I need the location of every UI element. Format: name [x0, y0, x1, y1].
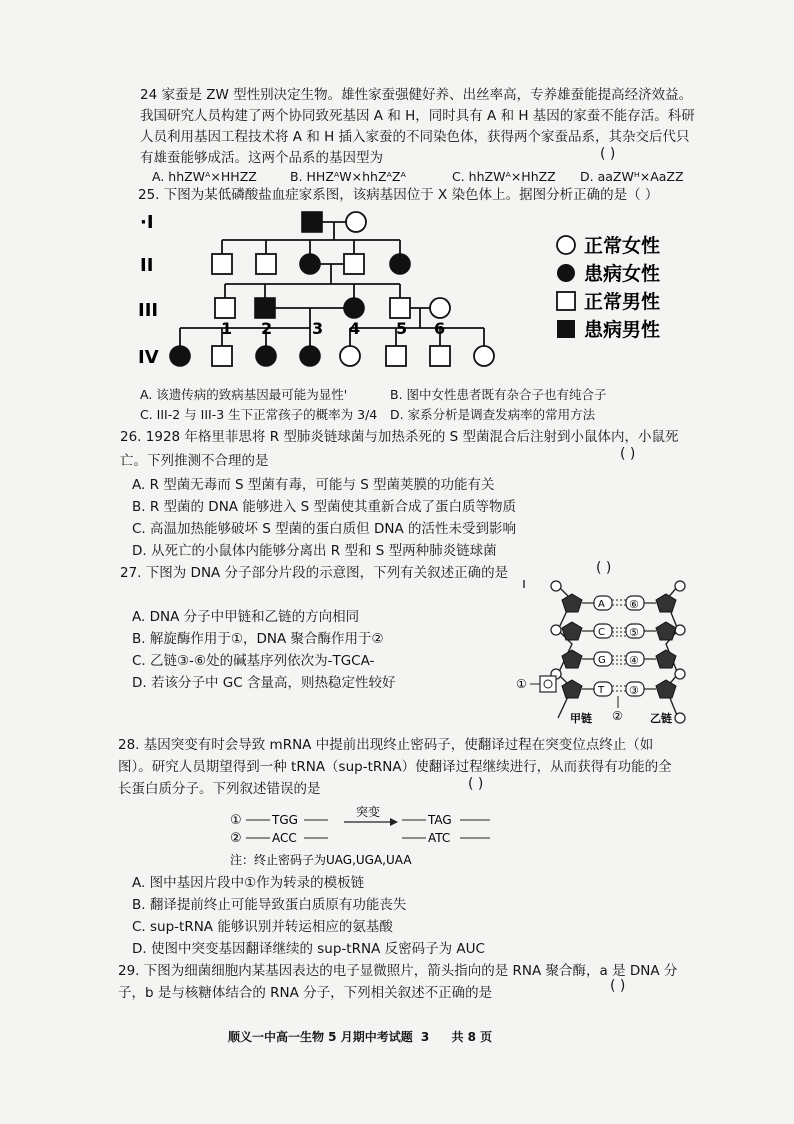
- member-number: 1: [221, 319, 233, 338]
- generation-label: ·I: [140, 212, 154, 233]
- q25-stem: 25. 下图为某低磷酸盐血症家系图，该病基因位于 X 染色体上。据图分析正确的是（ ）: [138, 187, 659, 203]
- footer-title: 顺义一中高一生物 5 月期中考试题: [228, 1030, 413, 1044]
- q28-line-2: 图）。研究人员期望得到一种 tRNA（sup-tRNA）使翻译过程继续进行，从而获得有功能的全: [118, 759, 672, 775]
- q24-line-3: 人员利用基因工程技术将 A 和 H 插入家蚕的不同染色体，获得两个家蚕品系，其杂交后代只: [140, 129, 690, 145]
- legend-affected-female-icon: [557, 264, 575, 282]
- q26-stem-1: 26. 1928 年格里菲思将 R 型肺炎链球菌与加热杀死的 S 型菌混合后注射到小鼠体内，小鼠死: [120, 429, 679, 445]
- legend-affected-male-icon: [557, 320, 575, 338]
- strand-seq-before-2: ACC: [272, 831, 297, 845]
- dna-base-label: C: [598, 627, 605, 638]
- q25-option-d: D. 家系分析是调查发病率的常用方法: [390, 407, 596, 422]
- footer-total-pages: 共 8 页: [451, 1030, 493, 1044]
- member-number: 3: [312, 319, 324, 338]
- gen3-2-affected-male: [255, 298, 275, 318]
- legend-label: 患病女性: [584, 263, 661, 285]
- legend-label: 患病男性: [584, 319, 661, 341]
- dna-mark-1: ①: [516, 677, 527, 691]
- dna-position-mark: ⑥: [629, 598, 639, 611]
- page-footer: [228, 1028, 492, 1045]
- q29-answer-paren: ( ): [610, 978, 626, 994]
- q28-line-3: 长蛋白质分子。下列叙述错误的是: [118, 781, 321, 797]
- q28-option-c: C. sup-tRNA 能够识别并转运相应的氨基酸: [132, 919, 393, 935]
- gen4-affected-female: [256, 346, 276, 366]
- q28-option-b: B. 翻译提前终止可能导致蛋白质原有功能丧失: [132, 897, 407, 913]
- q24-option-b: B. HHZᴬW×hhZᴬZᴬ: [290, 169, 406, 184]
- gen3-5-normal-male: [390, 298, 410, 318]
- q26-option-a: A. R 型菌无毒而 S 型菌有毒，可能与 S 型菌荚膜的功能有关: [132, 477, 495, 493]
- dna-base-label: T: [598, 685, 605, 696]
- strand-seq-after-2: ATC: [428, 831, 451, 845]
- strand-label-2: ②: [230, 831, 242, 846]
- member-number: 4: [349, 319, 361, 338]
- gen4-affected-female: [300, 346, 320, 366]
- q27-stem: 27. 下图为 DNA 分子部分片段的示意图，下列有关叙述正确的是: [120, 565, 509, 581]
- q24-line-4: 有雄蚕能够成活。这两个品系的基因型为: [140, 150, 383, 166]
- mutation-arrow-label: 突变: [356, 805, 381, 819]
- q27-option-d: D. 若该分子中 GC 含量高，则热稳定性较好: [132, 675, 396, 691]
- q26-option-b: B. R 型菌的 DNA 能够进入 S 型菌使其重新合成了蛋白质等物质: [132, 499, 516, 515]
- dna-position-mark: ④: [629, 654, 639, 667]
- q26-option-d: D. 从死亡的小鼠体内能够分离出 R 型和 S 型两种肺炎链球菌: [132, 543, 497, 559]
- legend-label: 正常女性: [584, 235, 661, 257]
- generation-label: IV: [138, 347, 159, 368]
- dna-position-mark: ⑤: [629, 626, 639, 639]
- q28-option-a: A. 图中基因片段中①作为转录的模板链: [132, 875, 365, 891]
- gen3-4-affected-female: [344, 298, 364, 318]
- gen4-normal-male: [212, 346, 232, 366]
- dna-base-label: G: [598, 655, 606, 666]
- gen2-normal-male: [256, 254, 276, 274]
- strand-seq-after-1: TAG: [428, 813, 452, 827]
- mutation-arrow-icon: [390, 818, 398, 826]
- gen3-6-normal-female: [430, 298, 450, 318]
- strand-seq-before-1: TGG: [272, 813, 298, 827]
- gen2-normal-male: [344, 254, 364, 274]
- q26-option-c: C. 高温加热能够破坏 S 型菌的蛋白质但 DNA 的活性未受到影响: [132, 521, 516, 537]
- gen2-affected-female: [390, 254, 410, 274]
- q27-option-c: C. 乙链③-⑥处的碱基序列依次为-TGCA-: [132, 653, 375, 669]
- member-number: 6: [434, 319, 446, 338]
- dna-mark-2: ②: [612, 709, 623, 723]
- gen4-normal-male: [386, 346, 406, 366]
- dna-structure-diagram: [500, 578, 720, 728]
- gen1-normal-female: [346, 212, 366, 232]
- strand-label-1: ①: [230, 813, 242, 828]
- gen4-normal-female: [340, 346, 360, 366]
- gen4-normal-female: [474, 346, 494, 366]
- dna-position-mark: ③: [629, 684, 639, 697]
- footer-page-number: 3: [420, 1030, 430, 1044]
- q28-option-d: D. 使图中突变基因翻译继续的 sup-tRNA 反密码子为 AUC: [132, 941, 485, 957]
- member-number: 2: [261, 319, 273, 338]
- q28-line-1: 28. 基因突变有时会导致 mRNA 中提前出现终止密码子，使翻译过程在突变位点终止（如: [118, 737, 654, 753]
- legend-label: 正常男性: [584, 291, 661, 313]
- q26-answer-paren: ( ): [620, 446, 636, 462]
- q28-answer-paren: ( ): [468, 776, 484, 792]
- dna-base-label: A: [598, 599, 605, 610]
- q26-stem-2: 亡。下列推测不合理的是: [120, 453, 269, 469]
- q24-line-1: 24 家蚕是 ZW 型性别决定生物。雄性家蚕强健好养、出丝率高，专养雄蚕能提高经济效益。: [140, 87, 693, 103]
- chain-label-b: 乙链: [650, 712, 672, 725]
- q24-line-2: 我国研究人员构建了两个协同致死基因 A 和 H，同时具有 A 和 H 基因的家蚕不能存活。科研: [140, 108, 695, 124]
- q24-answer-paren: ( ): [600, 146, 616, 162]
- q29-line-1: 29. 下图为细菌细胞内某基因表达的电子显微照片，箭头指向的是 RNA 聚合酶，a 是 DNA 分: [118, 963, 678, 979]
- q24-option-c: C. hhZWᴬ×HhZZ: [452, 169, 556, 184]
- member-number: 5: [396, 319, 408, 338]
- q25-option-a: A. 该遗传病的致病基因最可能为显性': [140, 387, 348, 402]
- legend-normal-male-icon: [557, 292, 575, 310]
- q27-answer-paren: ( ): [596, 560, 612, 576]
- stop-codon-note: 注：终止密码子为UAG,UGA,UAA: [230, 853, 412, 867]
- q25-option-b: B. 图中女性患者既有杂合子也有纯合子: [390, 387, 607, 402]
- pedigree-legend: [557, 234, 660, 341]
- gen1-affected-male: [302, 212, 322, 232]
- gen3-1-normal-male: [215, 298, 235, 318]
- q27-option-a: A. DNA 分子中甲链和乙链的方向相同: [132, 609, 360, 625]
- q24-option-a: A. hhZWᴬ×HHZZ: [152, 169, 257, 184]
- chain-label-a: 甲链: [570, 712, 592, 725]
- generation-label: III: [138, 300, 159, 321]
- mutation-diagram: [220, 800, 520, 870]
- q25-option-c: C. III-2 与 III-3 生下正常孩子的概率为 3/4: [140, 407, 378, 422]
- generation-label: II: [140, 255, 154, 276]
- q27-option-b: B. 解旋酶作用于①，DNA 聚合酶作用于②: [132, 631, 384, 647]
- gen2-normal-male: [212, 254, 232, 274]
- legend-normal-female-icon: [557, 236, 575, 254]
- gen4-normal-male: [430, 346, 450, 366]
- gen2-affected-female: [300, 254, 320, 274]
- q24-option-d: D. aaZWᴴ×AaZZ: [580, 169, 684, 184]
- pedigree-chart: [0, 200, 794, 380]
- gen4-affected-female: [170, 346, 190, 366]
- q29-line-2: 子，b 是与核糖体结合的 RNA 分子，下列相关叙述不正确的是: [118, 985, 493, 1001]
